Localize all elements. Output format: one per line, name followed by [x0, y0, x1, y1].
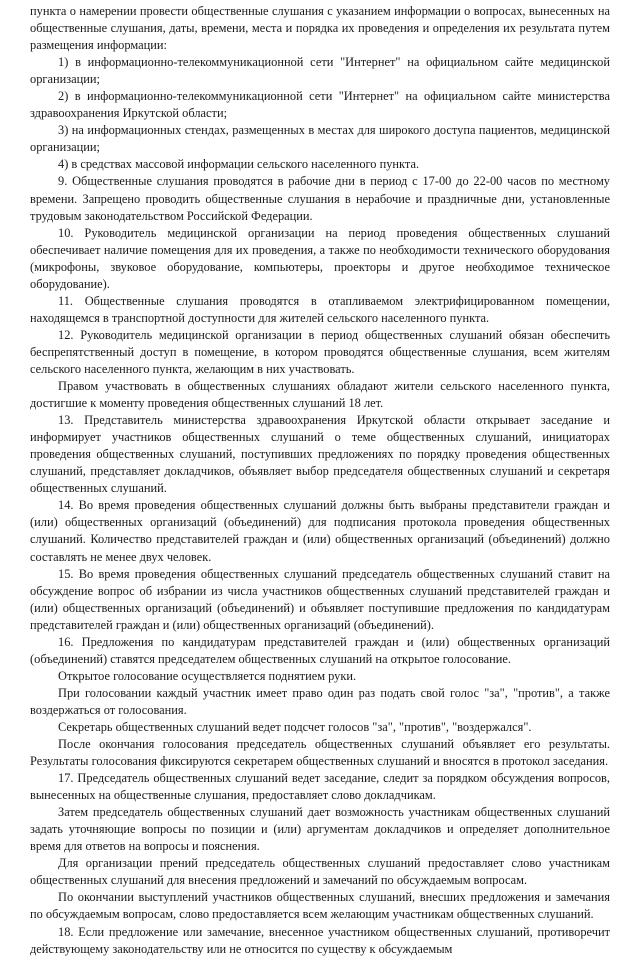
list-item-2: 2) в информационно-телекоммуникационной сети "Интернет" на официальном сайте министерства здравоохранения Иркутской области; [30, 89, 610, 121]
clause-17: 17. Председатель общественных слушаний ведет заседание, следит за порядком обсуждения вопросов, вынесенных на общественные слушания, предоставляет слово докладчикам. [30, 771, 610, 803]
paragraph-intro: пункта о намерении провести общественные слушания с указанием информации о вопросах, вынесенных на общественные слушания, даты, времени, места и порядка их проведения и определения их результата путем размещения информации: [30, 4, 610, 53]
clause-16-vote-count: Секретарь общественных слушаний ведет подсчет голосов "за", "против", "воздержался". [58, 719, 532, 734]
clause-15: 15. Во время проведения общественных слушаний председатель общественных слушаний ставит на обсуждение вопрос об избрании из числа участников общественных слушаний представителей граждан и (или) общественных организаций (объединений) и объявляет поступившие предложения по кандидатурам представителей граждан и (или) общественных организаций (объединений). [30, 566, 610, 632]
clause-13: 13. Представитель министерства здравоохранения Иркутской области открывает заседание и информирует участников общественных слушаний о теме общественных слушаний, инициаторах проведения общественных слушаний, поступивших предложениях по порядку проведения общественных слушаний, представляет докладчиков, объявляет выбор председателя общественных слушаний и секретаря общественных слушаний. [30, 413, 610, 496]
list-item-3: 3) на информационных стендах, размещенных в местах для широкого доступа пациентов, медицинской организации; [30, 123, 610, 155]
clause-16-open-vote: Открытое голосование осуществляется поднятием руки. [58, 668, 357, 683]
clause-11: 11. Общественные слушания проводятся в отапливаемом электрифицированном помещении, находящемся в транспортной доступности для жителей сельского населенного пункта. [30, 293, 610, 325]
clause-17-questions: Затем председатель общественных слушаний дает возможность участникам общественных слушаний задать уточняющие вопросы по позиции и (или) аргументам докладчиков и определяет дополнительное время для ответов на вопросы и пояснения. [30, 805, 610, 854]
clause-16-voting-right: При голосовании каждый участник имеет право один раз подать свой голос "за", "против", а также воздержаться от голосования. [30, 685, 610, 717]
clause-18: 18. Если предложение или замечание, внесенное участником общественных слушаний, противоречит действующему законодательству или не относится по существу к обсуждаемым [30, 924, 610, 956]
clause-12-participation: Правом участвовать в общественных слушаниях обладают жители сельского населенного пункта, достигшие к моменту проведения общественных слушаний 18 лет. [30, 379, 610, 411]
list-item-4: 4) в средствах массовой информации сельского населенного пункта. [58, 157, 420, 172]
clause-17-closing: По окончании выступлений участников общественных слушаний, внесших предложения и замечания по обсуждаемым вопросам, слово предоставляется всем желающим участникам общественных слушаний. [30, 890, 610, 922]
list-item-1: 1) в информационно-телекоммуникационной сети "Интернет" на официальном сайте медицинской организации; [30, 55, 610, 87]
clause-9: 9. Общественные слушания проводятся в рабочие дни в период с 17-00 до 22-00 часов по местному времени. Запрещено проводить общественные слушания в нерабочие и праздничные дни, установленные трудовым законодательством Российской Федерации. [30, 174, 610, 223]
clause-10: 10. Руководитель медицинской организации на период проведения общественных слушаний обеспечивает наличие помещения для их проведения, а также по необходимости технического оборудования (микрофоны, звуковое оборудование, компьютеры, проекторы и другое необходимое техническое оборудование). [30, 225, 610, 291]
clause-14: 14. Во время проведения общественных слушаний должны быть выбраны представители граждан и (или) общественных организаций (объединений) для подписания протокола проведения общественных слушаний. Количество представителей граждан и (или) общественных организаций (объединений) должно составлять не менее двух человек. [30, 498, 610, 564]
clause-16: 16. Предложения по кандидатурам представителей граждан и (или) общественных организаций (объединений) ставятся председателем общественных слушаний на открытое голосование. [30, 634, 610, 666]
clause-12: 12. Руководитель медицинской организации в период общественных слушаний обязан обеспечить беспрепятственный доступ в помещение, в котором проводятся общественные слушания, всем жителям сельского населенного пункта, желающим в них участвовать. [30, 327, 610, 376]
clause-16-results: После окончания голосования председатель общественных слушаний объявляет его результаты. Результаты голосования фиксируются секретарем общественных слушаний и вносятся в протокол заседания. [30, 737, 610, 769]
clause-17-debate: Для организации прений председатель общественных слушаний предоставляет слово участникам общественных слушаний для внесения предложений и замечаний по обсуждаемым вопросам. [30, 856, 610, 888]
document-body [30, 3, 610, 958]
